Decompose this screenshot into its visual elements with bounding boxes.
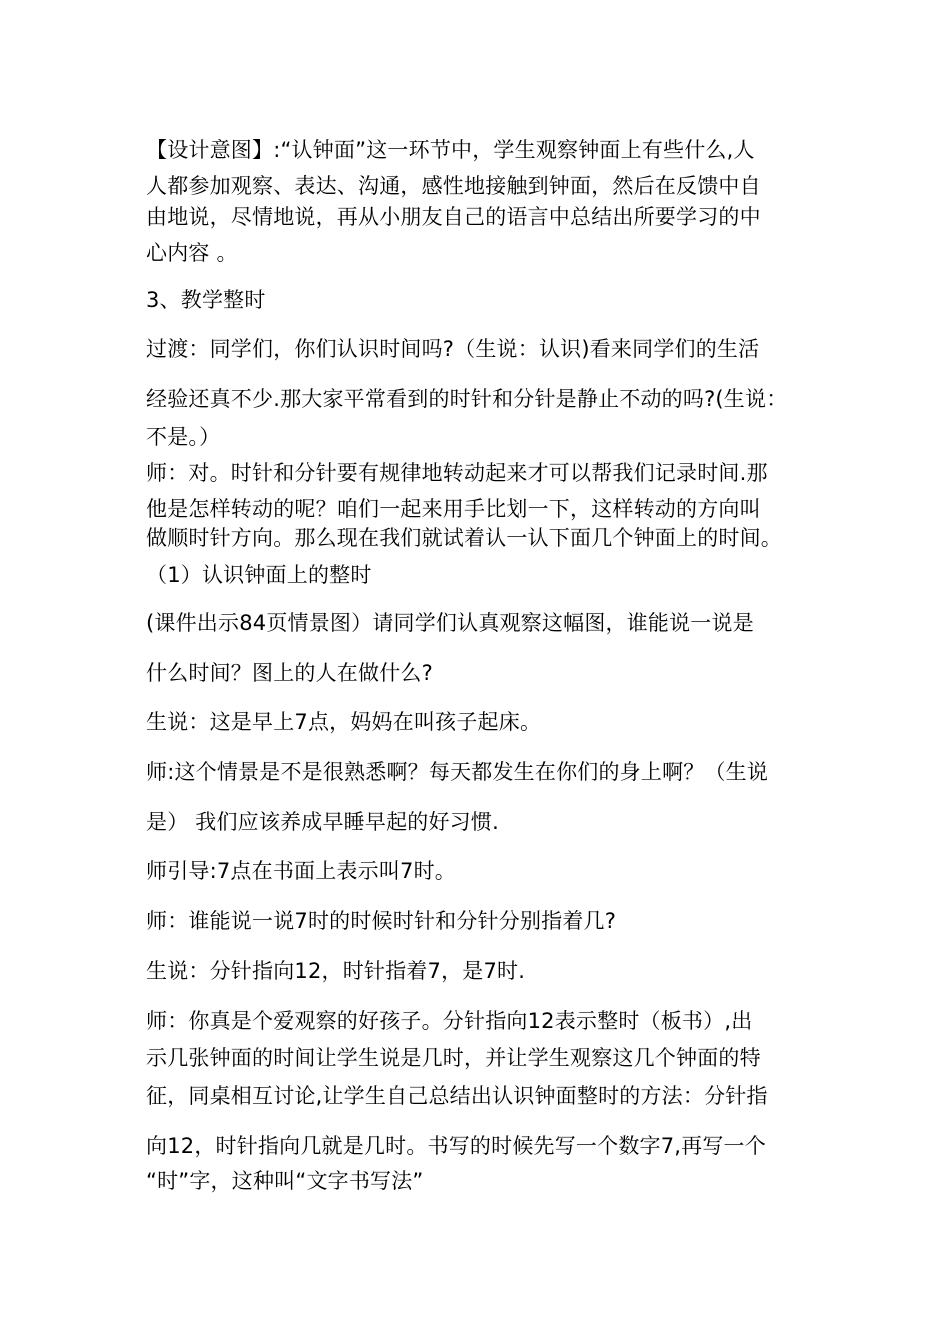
text-line: 示几张钟面的时间让学生说是几时，并让学生观察这几个钟面的特: [146, 1046, 761, 1070]
text-line: 他是怎样转动的呢？咱们一起来用手比划一下，这样转动的方向叫: [146, 497, 761, 521]
subsection-heading: （1）认识钟面上的整时: [146, 563, 372, 587]
text-line: “时”字，这种叫“文字书写法”: [146, 1169, 424, 1193]
text-line: 过渡：同学们，你们认识时间吗?（生说：认识)看来同学们的生活: [146, 337, 760, 361]
text-line: 心内容 。: [146, 241, 238, 265]
text-line: 由地说，尽情地说，再从小朋友自己的语言中总结出所要学习的中: [146, 205, 761, 229]
text-line: 做顺时针方向。那么现在我们就试着认一认下面几个钟面上的时间。: [146, 526, 782, 550]
text-line: 师：对。时针和分针要有规律地转动起来才可以帮我们记录时间.那: [146, 461, 768, 485]
text-line: 师:这个情景是不是很熟悉啊？每天都发生在你们的身上啊？（生说: [146, 760, 769, 784]
text-line: 生说：这是早上7点，妈妈在叫孩子起床。: [146, 710, 542, 734]
text-line: 【设计意图】:“认钟面”这一环节中，学生观察钟面上有些什么,人: [146, 138, 755, 162]
text-line: 什么时间？图上的人在做什么?: [146, 661, 433, 685]
text-line: 经验还真不少.那大家平常看到的时针和分针是静止不动的吗?(生说：: [146, 387, 788, 411]
text-line: 是） 我们应该养成早睡早起的好习惯.: [146, 810, 499, 834]
text-line: (课件出示84页情景图）请同学们认真观察这幅图，谁能说一说是: [146, 611, 754, 635]
text-line: 师引导:7点在书面上表示叫7时。: [146, 859, 456, 883]
text-line: 不是。）: [146, 425, 221, 449]
text-line: 征，同桌相互讨论,让学生自己总结出认识钟面整时的方法：分针指: [146, 1084, 768, 1108]
text-line: 师：你真是个爱观察的好孩子。分针指向12表示整时（板书）,出: [146, 1009, 753, 1033]
text-line: 生说：分针指向12，时针指着7，是7时.: [146, 959, 526, 983]
section-heading: 3、教学整时: [146, 288, 266, 312]
text-line: 向12，时针指向几就是几时。书写的时候先写一个数字7,再写一个: [146, 1134, 766, 1158]
text-line: 人都参加观察、表达、沟通，感性地接触到钟面，然后在反馈中自: [146, 174, 761, 198]
text-line: 师：谁能说一说7时的时候时针和分针分别指着几?: [146, 909, 617, 933]
